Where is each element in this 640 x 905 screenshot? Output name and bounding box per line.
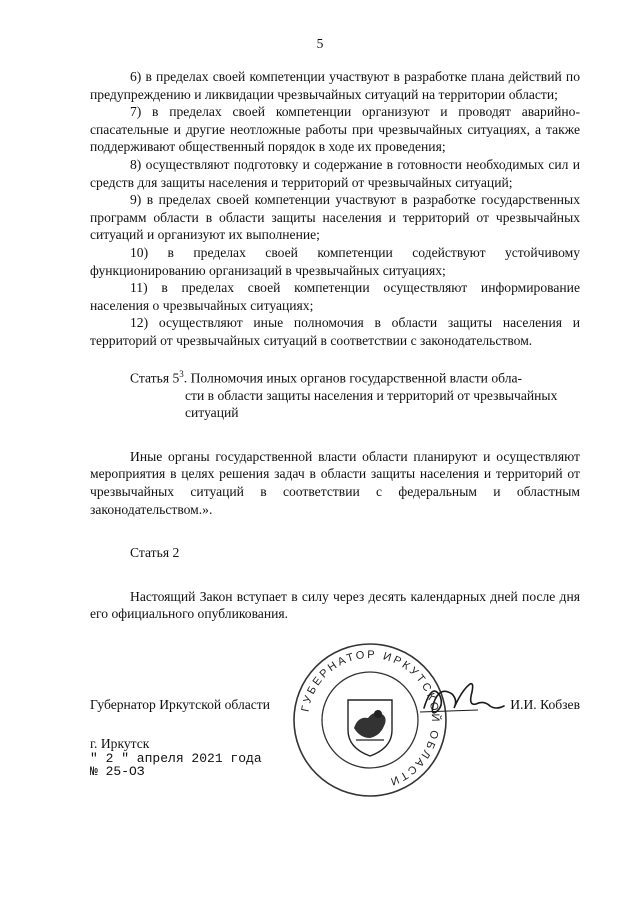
page-number: 5 (316, 36, 324, 51)
list-item-6: 6) в пределах своей компетенции участвуют в разработке плана действий по предупреждению и ликвидации чрезвычайных ситуаций на территории области; (90, 69, 580, 102)
list-item-12: 12) осуществляют иные полномочия в области защиты населения и территорий от чрезвычайных ситуаций в соответствии с законодательством. (90, 315, 580, 348)
article-2-text: Настоящий Закон вступает в силу через десять календарных дней после дня его официального опубликования. (90, 588, 580, 622)
signatory-position: Губернатор Иркутской области (90, 697, 271, 712)
document-date: " 2 " апреля 2021 года (90, 751, 262, 766)
list-item-11: 11) в пределах своей компетенции осуществляют информирование населения о чрезвычайных ситуациях; (90, 280, 580, 313)
official-seal (290, 640, 450, 800)
list-item-7: 7) в пределах своей компетенции организуют и проводят аварийно-спасательные и другие неотложные работы при чрезвычайных ситуациях, а также поддерживают общественный порядок в ходе их проведения; (90, 104, 580, 155)
signatory-name: И.И. Кобзев (510, 697, 580, 712)
list-item-10: 10) в пределах своей компетенции содействуют устойчивому функционированию организаций в чрезвычайных ситуациях; (90, 244, 580, 278)
article-5-3-title-rest: сти в области защиты населения и территорий от чрезвычайных ситуаций (185, 387, 558, 421)
list-item-8: 8) осуществляют подготовку и содержание в готовности необходимых сил и средств для защиты населения и территорий от чрезвычайных ситуаций; (90, 156, 580, 190)
article-5-3-sup: 3 (179, 368, 184, 379)
city: г. Иркутск (90, 736, 150, 751)
signature-row (90, 697, 580, 717)
seal-text: ГУБЕРНАТОР ИРКУТСКОЙ ОБЛАСТИ (299, 648, 442, 789)
article-5-3-text: Иные органы государственной власти области планируют и осуществляют мероприятия в целях решения задач в области защиты населения и территорий от чрезвычайных ситуаций в соответствии с федеральным и областным законодательством.». (90, 448, 580, 517)
article-5-3-title-first: . Полномочия иных органов государственной власти обла- (183, 370, 523, 386)
list-item-9: 9) в пределах своей компетенции участвуют в разработке государственных программ области в области защиты населения и территорий от чрезвычайных ситуаций и организуют их выполнение; (90, 192, 580, 243)
article-5-3-label: Статья 5 (130, 370, 180, 386)
article-2-heading: Статья 2 (130, 545, 180, 561)
document-number: № 25-ОЗ (90, 764, 145, 779)
document-body (90, 68, 580, 623)
article-5-3-heading (90, 366, 580, 422)
